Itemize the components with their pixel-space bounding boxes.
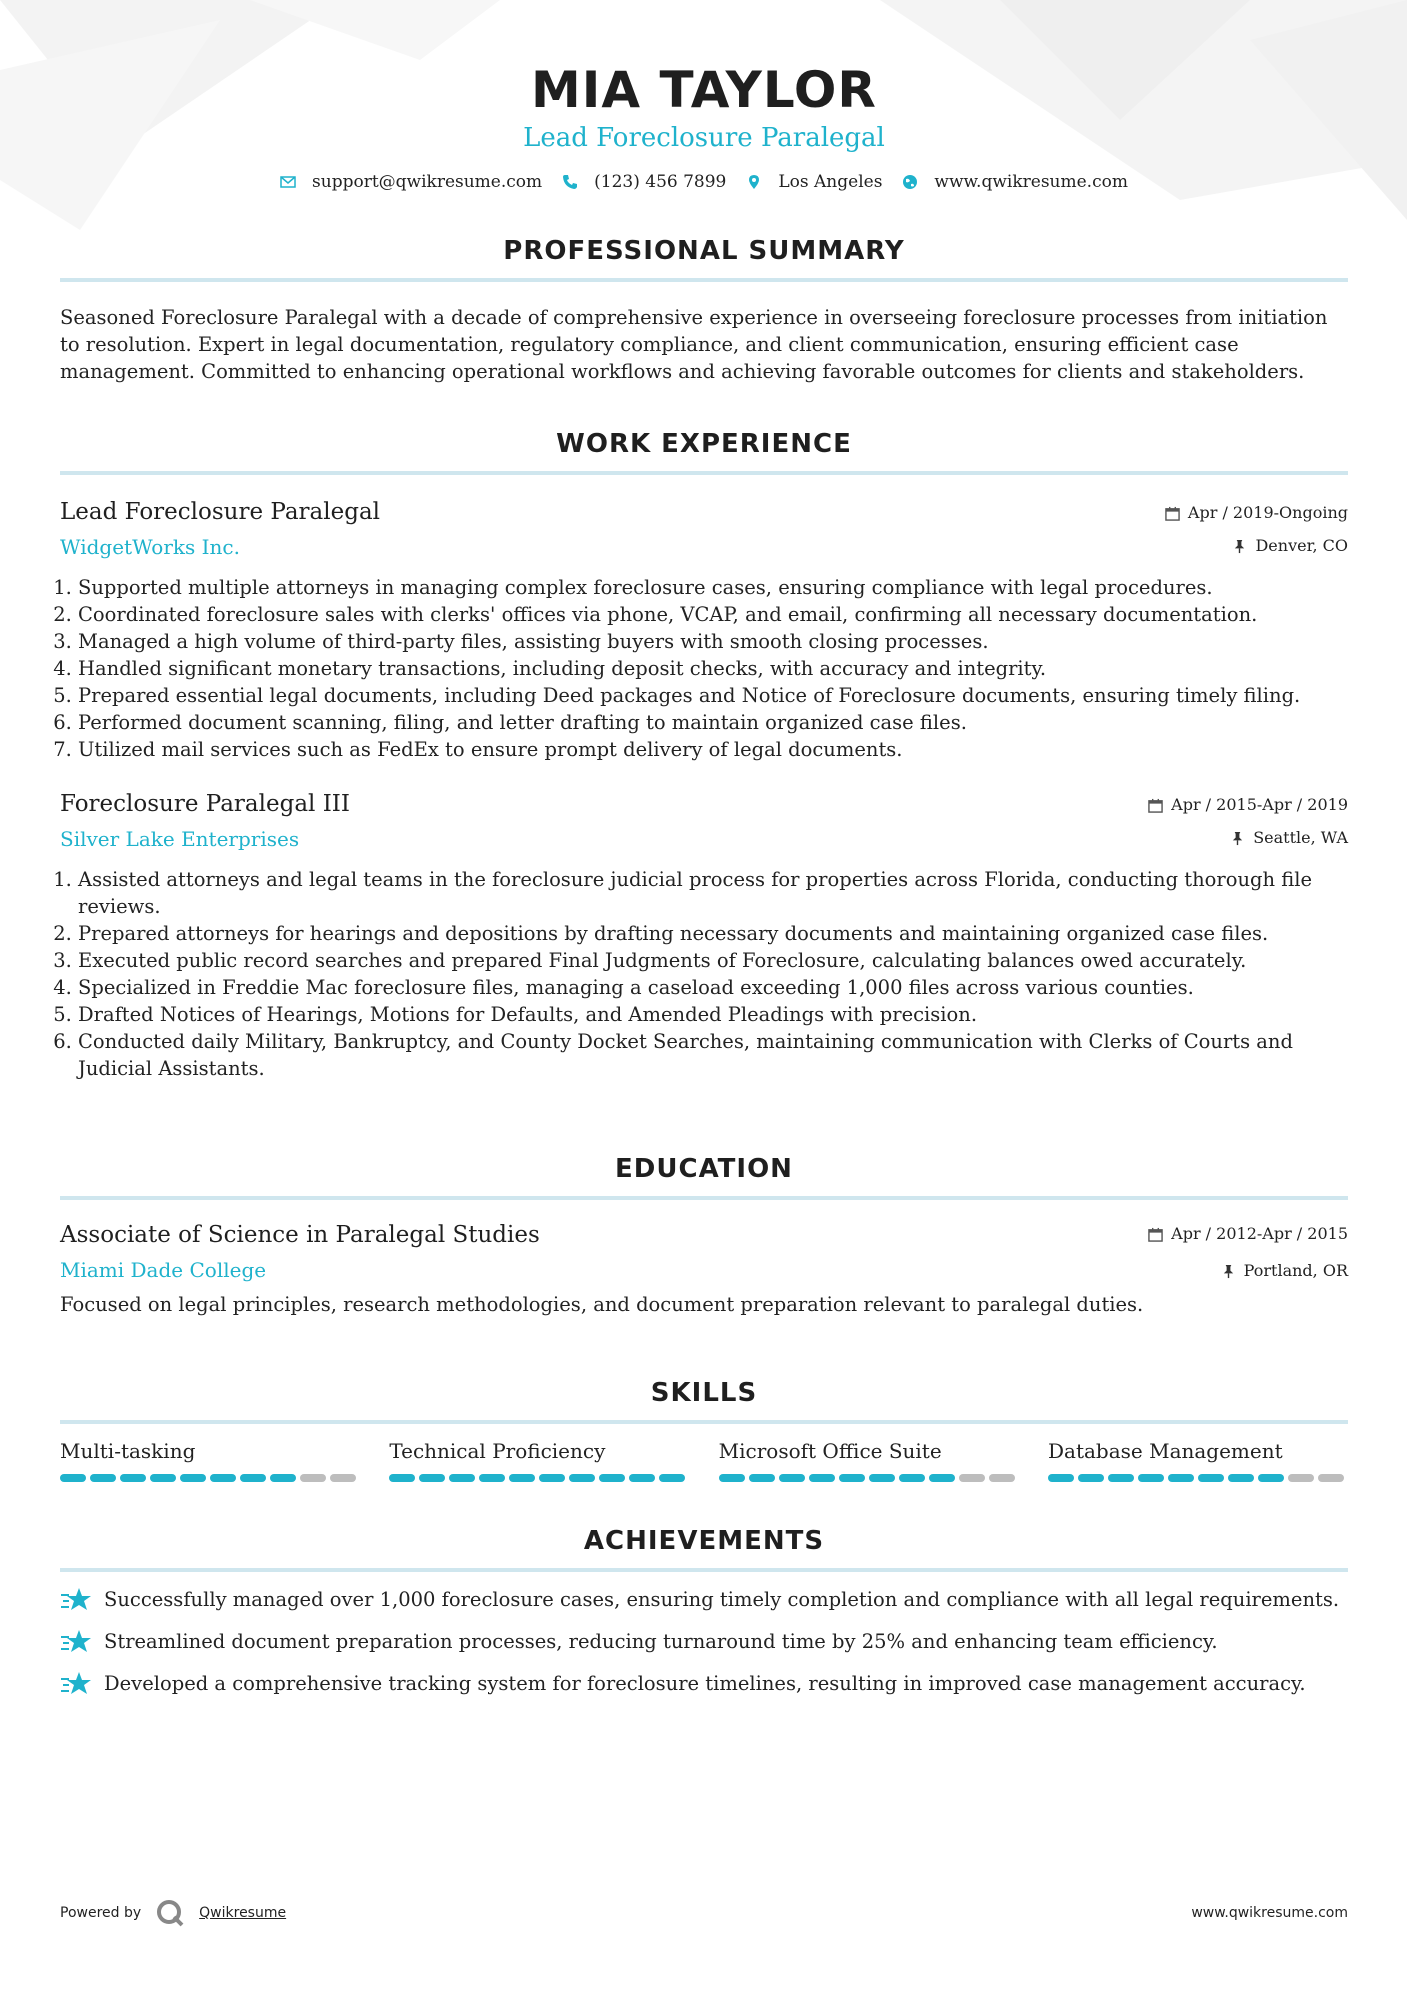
achievement-item (60, 1628, 1348, 1656)
skill-dot-filled (449, 1474, 475, 1482)
list-item: 5. Drafted Notices of Hearings, Motions for Defaults, and Amended Pleadings with precision. (78, 1001, 1348, 1028)
skill-dot-filled (150, 1474, 176, 1482)
section-divider (60, 471, 1348, 475)
skill-level-bar (719, 1474, 1019, 1482)
summary-heading: PROFESSIONAL SUMMARY (503, 236, 905, 266)
list-item: 6. Conducted daily Military, Bankruptcy, and County Docket Searches, maintaining communication with Clerks of Courts and Judicial Assistants. (78, 1028, 1348, 1082)
experience-heading: WORK EXPERIENCE (556, 429, 852, 459)
skill-name: Technical Proficiency (389, 1439, 606, 1463)
calendar-icon (1148, 798, 1163, 813)
job-bullets (60, 866, 1348, 1082)
star-icon (60, 1628, 92, 1656)
skill-dot-filled (1198, 1474, 1224, 1482)
star-icon (60, 1670, 92, 1698)
resume-page (60, 0, 1348, 1698)
skill-dot-empty (1288, 1474, 1314, 1482)
skill-dot-filled (419, 1474, 445, 1482)
summary-section (60, 236, 1348, 385)
list-item: 1. Assisted attorneys and legal teams in the foreclosure judicial process for properties across Florida, conducting thorough file reviews. (78, 866, 1348, 920)
envelope-icon (280, 174, 296, 190)
phone-icon (562, 174, 578, 190)
skill-dot-filled (1258, 1474, 1284, 1482)
contact-phone[interactable] (562, 172, 726, 192)
skill-dot-filled (1228, 1474, 1254, 1482)
skill-dot-filled (479, 1474, 505, 1482)
phone-text: (123) 456 7899 (594, 172, 727, 192)
achievement-text: Streamlined document preparation processes, reducing turnaround time by 25% and enhancing team efficiency. (104, 1630, 1218, 1653)
list-item: 6. Performed document scanning, filing, and letter drafting to maintain organized case files. (78, 709, 1348, 736)
skill-dot-filled (1168, 1474, 1194, 1482)
job-entry (60, 789, 1348, 1082)
skill-dot-filled (1138, 1474, 1164, 1482)
education-heading: EDUCATION (615, 1154, 793, 1184)
skill-dot-empty (989, 1474, 1015, 1482)
star-icon (60, 1586, 92, 1614)
achievement-item (60, 1670, 1348, 1698)
skill-level-bar (389, 1474, 689, 1482)
job-location-text: Seattle, WA (1253, 828, 1348, 847)
skill-item (389, 1438, 689, 1482)
education-location (1148, 1261, 1348, 1281)
list-item: 2. Coordinated foreclosure sales with clerks' offices via phone, VCAP, and email, confirming all necessary documentation. (78, 601, 1348, 628)
education-description: Focused on legal principles, research methodologies, and document preparation relevant to paralegal duties. (60, 1293, 1144, 1316)
education-dates-text: Apr / 2012-Apr / 2015 (1171, 1224, 1348, 1243)
skill-dot-filled (1048, 1474, 1074, 1482)
achievements-heading: ACHIEVEMENTS (583, 1526, 825, 1556)
contact-website[interactable] (902, 172, 1128, 192)
footer-url[interactable]: www.qwikresume.com (1191, 1905, 1348, 1921)
skill-dot-filled (210, 1474, 236, 1482)
education-location-text: Portland, OR (1243, 1261, 1348, 1280)
list-item: 2. Prepared attorneys for hearings and depositions by drafting necessary documents and maintaining organized case files. (78, 920, 1348, 947)
skill-dot-filled (270, 1474, 296, 1482)
skills-section (60, 1378, 1348, 1482)
list-item: 4. Specialized in Freddie Mac foreclosure files, managing a caseload exceeding 1,000 files across various counties. (78, 974, 1348, 1001)
candidate-name: MIA TAYLOR (531, 61, 877, 119)
globe-icon (902, 174, 918, 190)
summary-text: Seasoned Foreclosure Paralegal with a decade of comprehensive experience in overseeing foreclosure processes from initiation to resolution. Expert in legal documentation, regulatory compliance, and client communication, ensuring efficient case management. Committed to enhancing operational workflows and achieving favorable outcomes for clients and stakeholders. (60, 306, 1328, 383)
skill-dot-empty (330, 1474, 356, 1482)
skill-dot-filled (539, 1474, 565, 1482)
pushpin-icon (1230, 831, 1245, 846)
section-divider (60, 278, 1348, 282)
list-item: 5. Prepared essential legal documents, including Deed packages and Notice of Foreclosure documents, ensuring timely filing. (78, 682, 1348, 709)
achievement-text: Developed a comprehensive tracking system for foreclosure timelines, resulting in improved case management accuracy. (104, 1672, 1306, 1695)
page-footer (60, 1898, 1348, 1928)
skill-dot-filled (809, 1474, 835, 1482)
skill-dot-filled (120, 1474, 146, 1482)
school-name: Miami Dade College (60, 1258, 267, 1282)
skill-name: Database Management (1047, 1439, 1283, 1463)
brand-link[interactable]: Qwikresume (199, 1905, 287, 1921)
list-item: 3. Executed public record searches and prepared Final Judgments of Foreclosure, calculating balances owed accurately. (78, 947, 1348, 974)
skill-level-bar (1048, 1474, 1348, 1482)
calendar-icon (1165, 506, 1180, 521)
calendar-icon (1148, 1227, 1163, 1242)
job-dates (1165, 503, 1348, 523)
achievement-item (60, 1586, 1348, 1614)
contact-bar (60, 172, 1348, 192)
achievement-text: Successfully managed over 1,000 foreclosure cases, ensuring timely completion and compliance with all legal requirements. (104, 1588, 1340, 1611)
experience-section (60, 429, 1348, 1082)
skill-dot-filled (839, 1474, 865, 1482)
list-item: 3. Managed a high volume of third-party files, assisting buyers with smooth closing processes. (78, 628, 1348, 655)
job-company: WidgetWorks Inc. (60, 535, 240, 559)
skill-dot-empty (959, 1474, 985, 1482)
skill-item (719, 1438, 1019, 1482)
job-title: Lead Foreclosure Paralegal (60, 499, 381, 525)
degree-title: Associate of Science in Paralegal Studies (60, 1222, 540, 1248)
section-divider (60, 1420, 1348, 1424)
skill-item (1048, 1438, 1348, 1482)
job-dates (1148, 795, 1348, 815)
section-divider (60, 1568, 1348, 1572)
skill-dot-filled (869, 1474, 895, 1482)
skill-dot-filled (180, 1474, 206, 1482)
contact-location (746, 172, 882, 192)
job-title: Foreclosure Paralegal III (60, 791, 350, 817)
skill-dot-filled (509, 1474, 535, 1482)
list-item: 1. Supported multiple attorneys in managing complex foreclosure cases, ensuring compliance with legal procedures. (78, 574, 1348, 601)
qwikresume-logo-icon (155, 1898, 185, 1928)
skill-dot-filled (1108, 1474, 1134, 1482)
skill-dot-filled (599, 1474, 625, 1482)
skill-dot-filled (60, 1474, 86, 1482)
job-location (1148, 828, 1348, 848)
skill-dot-filled (629, 1474, 655, 1482)
skill-dot-filled (389, 1474, 415, 1482)
skill-name: Multi-tasking (60, 1439, 196, 1463)
location-pin-icon (746, 174, 762, 190)
achievements-section (60, 1526, 1348, 1698)
skill-level-bar (60, 1474, 360, 1482)
contact-email[interactable] (280, 172, 542, 192)
job-company: Silver Lake Enterprises (60, 827, 300, 851)
education-dates (1148, 1224, 1348, 1244)
skill-dot-filled (899, 1474, 925, 1482)
job-dates-text: Apr / 2015-Apr / 2019 (1171, 795, 1348, 814)
website-text: www.qwikresume.com (934, 172, 1128, 192)
job-entry (60, 497, 1348, 763)
job-bullets (60, 574, 1348, 763)
skill-dot-filled (929, 1474, 955, 1482)
education-section (60, 1154, 1348, 1318)
list-item: 7. Utilized mail services such as FedEx to ensure prompt delivery of legal documents. (78, 736, 1348, 763)
skill-dot-filled (659, 1474, 685, 1482)
skill-dot-filled (1078, 1474, 1104, 1482)
skill-dot-filled (90, 1474, 116, 1482)
skill-dot-filled (779, 1474, 805, 1482)
job-dates-text: Apr / 2019-Ongoing (1187, 503, 1348, 522)
candidate-title: Lead Foreclosure Paralegal (523, 123, 885, 153)
location-text: Los Angeles (778, 172, 883, 192)
skill-dot-empty (300, 1474, 326, 1482)
list-item: 4. Handled significant monetary transactions, including deposit checks, with accuracy and integrity. (78, 655, 1348, 682)
skill-dot-filled (719, 1474, 745, 1482)
section-divider (60, 1196, 1348, 1200)
skill-dot-filled (749, 1474, 775, 1482)
pushpin-icon (1232, 539, 1247, 554)
skill-dot-filled (240, 1474, 266, 1482)
job-location (1165, 536, 1348, 556)
pushpin-icon (1221, 1264, 1236, 1279)
skill-dot-filled (569, 1474, 595, 1482)
resume-header (60, 60, 1348, 192)
email-text: support@qwikresume.com (312, 172, 543, 192)
skill-dot-empty (1318, 1474, 1344, 1482)
skills-heading: SKILLS (650, 1378, 758, 1408)
skill-name: Microsoft Office Suite (718, 1439, 942, 1463)
job-location-text: Denver, CO (1255, 536, 1348, 555)
skills-list (60, 1438, 1348, 1482)
powered-by-label: Powered by (60, 1905, 142, 1921)
skill-item (60, 1438, 360, 1482)
